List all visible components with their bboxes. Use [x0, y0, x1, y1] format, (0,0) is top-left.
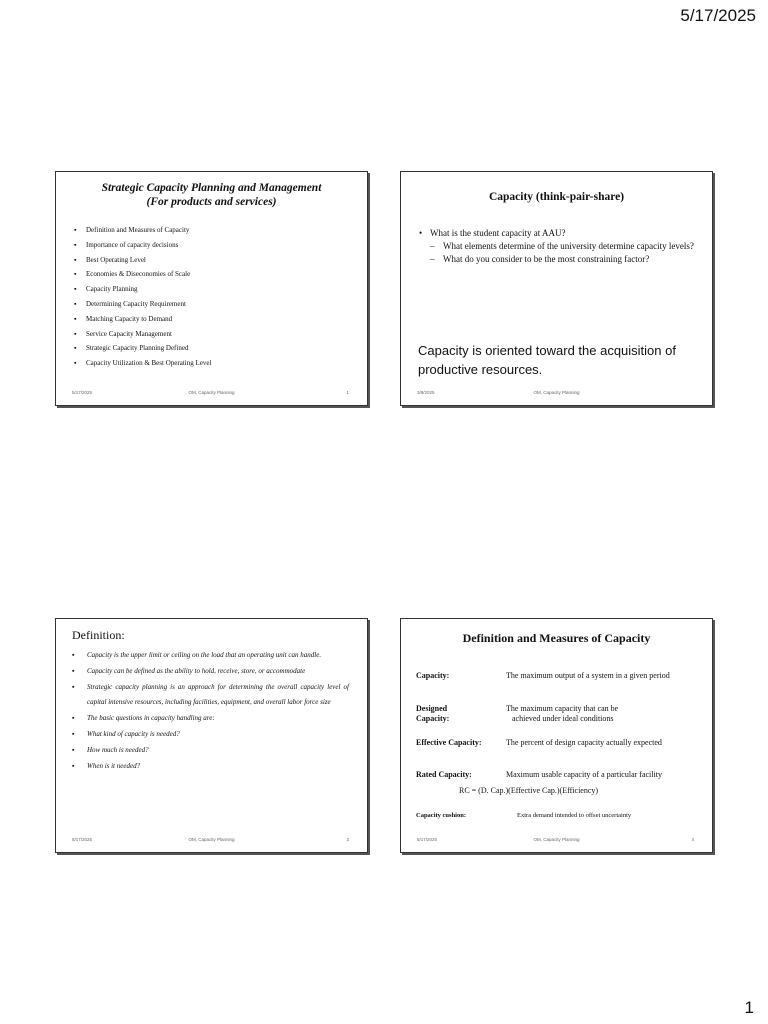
- slide-1: [55, 171, 368, 406]
- list-item: ▪ Economies & Diseconomies of Scale: [74, 267, 211, 282]
- slide-4-title: Definition and Measures of Capacity: [462, 631, 651, 645]
- list-item: ▪ Service Capacity Management: [74, 327, 211, 342]
- footer-date: 3/8/2025: [417, 390, 435, 395]
- page-number: 1: [744, 998, 754, 1017]
- slide-3-title: Definition:: [72, 628, 125, 642]
- slide-2-footer: [401, 390, 712, 398]
- list-item: ▪ Capacity is the upper limit or ceiling on the load that an operating unit can handle.: [72, 648, 349, 662]
- definition-term-capacity-cushion: Capacity cushion:: [416, 812, 467, 819]
- list-item: ▪ Capacity can be defined as the ability to hold, receive, store, or accommodate: [72, 664, 349, 678]
- footer-title: OM, Capacity Planning: [533, 837, 580, 842]
- list-item: ▪ Best Operating Level: [74, 253, 211, 268]
- slide-3-bullets: [72, 648, 349, 776]
- slide-2-title: Capacity (think-pair-share): [488, 191, 625, 203]
- definition-term-effective-capacity: Effective Capacity:: [416, 738, 482, 747]
- slide-1-outline: [74, 223, 211, 371]
- slide-1-title: Strategic Capacity Planning and Management (For products and services): [101, 182, 322, 208]
- definition-desc-rated-capacity: Maximum usable capacity of a particular facility: [506, 770, 662, 779]
- footer-date: 5/17/2025: [72, 837, 93, 842]
- list-item: – What do you consider to be the most constraining factor?: [419, 254, 694, 265]
- slide-4-footer: [401, 837, 712, 845]
- list-item: ▪ Capacity Utilization & Best Operating Level: [74, 356, 211, 371]
- definition-term-capacity: Capacity:: [416, 671, 450, 680]
- slide-3-footer: [56, 837, 367, 845]
- definition-term-rated-capacity: Rated Capacity:: [416, 770, 472, 779]
- definition-desc-effective-capacity: The percent of design capacity actually expected: [506, 738, 662, 747]
- slide-3: [55, 618, 368, 853]
- list-item: ▪ When is it needed?: [72, 759, 349, 773]
- list-item: • What is the student capacity at AAU?: [419, 228, 694, 239]
- list-item: ▪ Strategic capacity planning is an approach for determining the overall capacity level of capital intensive resources, including facilities, equipment, and overall labor force size: [72, 680, 349, 708]
- footer-title: OM, Capacity Planning: [533, 390, 580, 395]
- list-item: ▪ Strategic Capacity Planning Defined: [74, 341, 211, 356]
- slide-2-questions: [419, 228, 694, 265]
- list-item: ▪ Capacity Planning: [74, 282, 211, 297]
- footer-title: OM, Capacity Planning: [188, 390, 235, 395]
- footer-number: 4: [691, 837, 694, 842]
- page-date: 5/17/2025: [680, 6, 756, 25]
- list-item: ▪ The basic questions in capacity handling are:: [72, 711, 349, 725]
- footer-title: OM, Capacity Planning: [188, 837, 235, 842]
- slide-4: [400, 618, 713, 853]
- slide-1-footer: [56, 390, 367, 398]
- list-item: ▪ Determining Capacity Requirement: [74, 297, 211, 312]
- list-item: ▪ Matching Capacity to Demand: [74, 312, 211, 327]
- footer-date: 5/17/2025: [72, 390, 93, 395]
- definition-desc-capacity-cushion: Extra demand intended to offset uncertainty: [517, 812, 632, 819]
- list-item: ▪ Definition and Measures of Capacity: [74, 223, 211, 238]
- footer-number: 3: [346, 837, 349, 842]
- list-item: ▪ Importance of capacity decisions: [74, 238, 211, 253]
- definition-term-designed-capacity: Designed Capacity:: [416, 704, 450, 723]
- footer-number: 1: [346, 390, 349, 395]
- definition-desc-designed-capacity: The maximum capacity that can be achieved under ideal conditions: [506, 704, 619, 723]
- slide-2: [400, 171, 713, 406]
- definition-desc-capacity: The maximum output of a system in a given period: [506, 671, 670, 680]
- list-item: ▪ What kind of capacity is needed?: [72, 727, 349, 741]
- list-item: – What elements determine of the university determine capacity levels?: [419, 241, 694, 252]
- list-item: ▪ How much is needed?: [72, 743, 349, 757]
- footer-date: 5/17/2025: [417, 837, 438, 842]
- slide-2-statement: Capacity is oriented toward the acquisition of productive resources.: [418, 343, 676, 377]
- rated-capacity-formula: RC = (D. Cap.)(Effective Cap.)(Efficiency): [459, 786, 599, 795]
